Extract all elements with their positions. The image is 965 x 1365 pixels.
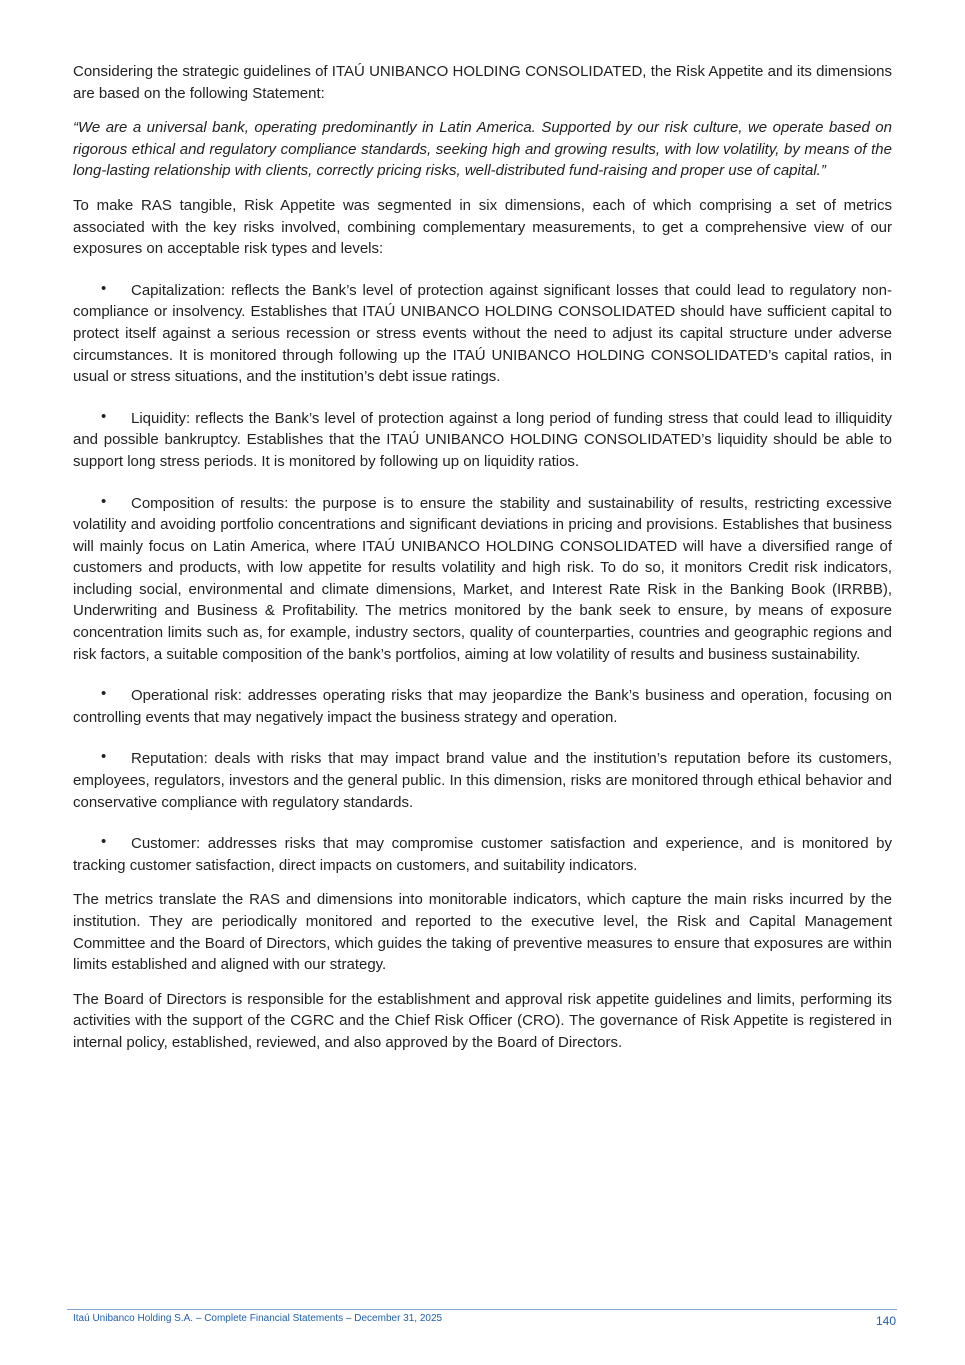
dimension-text: Liquidity: reflects the Bank’s level of protection against a long period of funding stress that could lead to illiquidity and possible bankruptcy. Establishes that the ITAÚ UNIBANCO HOLDING CONSOLIDATED’s liquidity should be able to support long stress periods. It is monitored by following up on liquidity ratios. (73, 409, 892, 470)
dimensions-list (73, 280, 892, 877)
dimension-customer (73, 833, 892, 876)
bullet-icon: • (101, 407, 107, 425)
bullet-icon: • (101, 685, 107, 703)
dimension-composition-of-results (73, 493, 892, 666)
dimension-liquidity (73, 408, 892, 473)
page-number: 140 (875, 1314, 896, 1328)
document-body (73, 61, 892, 1067)
dimension-text: Composition of results: the purpose is to ensure the stability and sustainability of results, restricting excessive volatility and avoiding portfolio concentrations and significant deviations in pricing and provisions. Establishes that business will mainly focus on Latin America, where ITAÚ UNIBANCO HOLDING CONSOLIDATED will have a diversified range of customers and products, with low appetite for results volatility and high risk. To do so, it monitors Credit risk indicators, including social, environmental and climate dimensions, Market, and Interest Rate Risk in the Banking Book (IRRBB), Underwriting and Business & Profitability. The metrics monitored by the bank seek to ensure, by means of exposure concentration limits such as, for example, industry sectors, quality of counterparties, countries and geographic regions and risk factors, a suitable composition of the bank’s portfolios, aiming at low volatility of results and business sustainability. (73, 494, 892, 663)
bullet-icon: • (101, 492, 107, 510)
bullet-icon: • (101, 748, 107, 766)
intro-paragraph: Considering the strategic guidelines of ITAÚ UNIBANCO HOLDING CONSOLIDATED, the Risk Appetite and its dimensions are based on the following Statement: (73, 63, 892, 102)
dimension-text: Customer: addresses risks that may compromise customer satisfaction and experience, and is monitored by tracking customer satisfaction, direct impacts on customers, and suitability indicators. (73, 835, 892, 874)
footer-rule (67, 1309, 897, 1310)
bullet-icon: • (101, 833, 107, 851)
footer-caption: Itaú Unibanco Holding S.A. – Complete Financial Statements – December 31, 2025 (73, 1313, 443, 1324)
dimension-capitalization (73, 280, 892, 388)
dimension-operational-risk (73, 685, 892, 728)
dimension-text: Operational risk: addresses operating risks that may jeopardize the Bank’s business and operation, focusing on controlling events that may negatively impact the business strategy and operation. (73, 687, 892, 726)
dimension-text: Reputation: deals with risks that may impact brand value and the institution’s reputation before its customers, employees, regulators, investors and the general public. In this dimension, risks are monitored through ethical behavior and conservative compliance with regulatory standards. (73, 750, 892, 811)
metrics-paragraph: The metrics translate the RAS and dimensions into monitorable indicators, which capture the main risks incurred by the institution. They are periodically monitored and reported to the executive level, the Risk and Capital Management Committee and the Board of Directors, which guides the taking of preventive measures to ensure that exposures are within limits established and aligned with our strategy. (73, 891, 892, 974)
board-paragraph: The Board of Directors is responsible for the establishment and approval risk appetite guidelines and limits, performing its activities with the support of the CGRC and the Chief Risk Officer (CRO). The governance of Risk Appetite is registered in internal policy, established, reviewed, and also approved by the Board of Directors. (73, 990, 892, 1051)
bullet-icon: • (101, 279, 107, 297)
risk-appetite-statement: “We are a universal bank, operating predominantly in Latin America. Supported by our risk culture, we operate based on rigorous ethical and regulatory compliance standards, seeking high and growing results, with low volatility, by means of the long-lasting relationship with clients, correctly pricing risks, well-distributed fund-raising and proper use of capital.” (73, 119, 892, 180)
dimension-text: Capitalization: reflects the Bank’s level of protection against significant losses that could lead to regulatory non-compliance or insolvency. Establishes that ITAÚ UNIBANCO HOLDING CONSOLIDATED should have sufficient capital to protect itself against a serious recession or stress events without the need to adjust its capital structure under adverse circumstances. It is monitored through following up the ITAÚ UNIBANCO HOLDING CONSOLIDATED’s capital ratios, in usual or stress situations, and the institution’s debt issue ratings. (73, 281, 892, 386)
dimension-reputation (73, 748, 892, 813)
segmentation-paragraph: To make RAS tangible, Risk Appetite was segmented in six dimensions, each of which comprising a set of metrics associated with the key risks involved, combining complementary measurements, to get a comprehensive view of our exposures on acceptable risk types and levels: (73, 196, 892, 258)
